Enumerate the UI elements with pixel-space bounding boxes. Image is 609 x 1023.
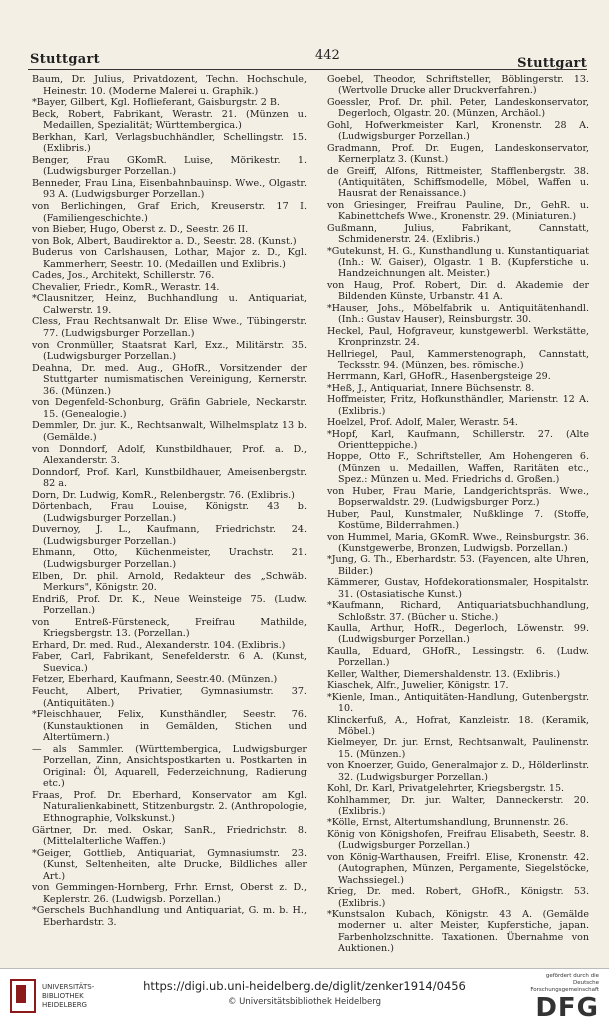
directory-entry: Gradmann, Prof. Dr. Eugen, Landeskonservator, Kernerplatz 3. (Kunst.) xyxy=(327,142,589,166)
directory-entry: von Haug, Prof. Robert, Dir. d. Akademie der Bildenden Künste, Urbanstr. 41 A. xyxy=(327,279,589,303)
directory-entry: Kaulla, Eduard, GHofR., Lessingstr. 6. (Ludw. Porzellan.) xyxy=(327,645,589,669)
directory-entry: von Berlichingen, Graf Erich, Kreuserstr. 17 I. (Familiengeschichte.) xyxy=(32,201,307,224)
directory-entry: Erhard, Dr. med. Rud., Alexanderstr. 104. (Exlibris.) xyxy=(32,639,286,651)
directory-entry: Goebel, Theodor, Schriftsteller, Böblingerstr. 13. (Wertvolle Drucke aller Druckverfahren.) xyxy=(327,74,589,97)
directory-entry: Kielmeyer, Dr. jur. Ernst, Rechtsanwalt, Paulinenstr. 15. (Münzen.) xyxy=(327,737,589,760)
directory-entry: Dörtenbach, Frau Louise, Königstr. 43 b. (Ludwigsburger Porzellan.) xyxy=(32,501,307,524)
directory-entry: Keller, Walther, Diemershaldenstr. 13. (Exlibris.) xyxy=(327,668,561,680)
directory-entry: Gußmann, Julius, Fabrikant, Cannstatt, Schmidenerstr. 24. (Exlibris.) xyxy=(327,222,589,246)
directory-entry: Cless, Frau Rechtsanwalt Dr. Elise Wwe., Tübingerstr. 77. (Ludwigsburger Porzellan.) xyxy=(32,316,307,340)
header-rule xyxy=(28,69,587,70)
directory-entry: Hoppe, Otto F., Schriftsteller, Am Hohengeren 6. (Münzen u. Medaillen, Waffen, Raritäten etc., Spez.: Münzen u. Med. Friedrichs d. Großen.) xyxy=(327,451,589,486)
directory-entry: Goessler, Prof. Dr. phil. Peter, Landeskonservator, Degerloch, Olgastr. 20. (Münzen, Archäol.) xyxy=(327,96,589,120)
directory-entry: von Knoerzer, Guido, Generalmajor z. D., Hölderlinstr. 32. (Ludwigsburger Porzellan.) xyxy=(327,760,589,783)
directory-entry: Hoffmeister, Fritz, Hofkunsthändler, Marienstr. 12 A. (Exlibris.) xyxy=(327,394,589,417)
directory-entry: Kohlhammer, Dr. jur. Walter, Danneckerstr. 20. (Exlibris.) xyxy=(327,794,589,817)
left-column xyxy=(32,74,307,928)
directory-entry: Kiaschek, Alfr., Juwelier, Königstr. 17. xyxy=(327,680,509,692)
directory-entry: *Gerschels Buchhandlung und Antiquariat, G. m. b. H., Eberhardstr. 3. xyxy=(32,905,307,928)
directory-entry: Duvernoy, J. L., Kaufmann, Friedrichstr. 24. (Ludwigsburger Porzellan.) xyxy=(32,524,307,547)
directory-entry: von Hummel, Maria, GKomR. Wwe., Reinsburgstr. 36. (Kunstgewerbe, Bronzen, Ludwigsb. Porzellan.) xyxy=(327,531,589,554)
directory-entry: von Degenfeld-Schonburg, Gräfin Gabriele, Neckarstr. 15. (Genealogie.) xyxy=(32,397,307,420)
directory-entry: Demmler, Dr. jur. K., Rechtsanwalt, Wilhelmsplatz 13 b. (Gemälde.) xyxy=(32,420,307,443)
directory-entry: von Donndorf, Adolf, Kunstbildhauer, Prof. a. D., Alexanderstr. 3. xyxy=(32,443,307,467)
directory-entry: Chevalier, Friedr., KomR., Werastr. 14. xyxy=(32,281,220,293)
directory-entry: *Kölle, Ernst, Altertumshandlung, Brunnenstr. 26. xyxy=(327,817,569,829)
directory-entry: de Greiff, Alfons, Rittmeister, Stafflenbergstr. 38. (Antiquitäten, Schiffsmodelle, Möbel, Waffen u. Hausrat der Renaissance.) xyxy=(327,165,589,200)
directory-entry: Benneder, Frau Lina, Eisenbahnbauinsp. Wwe., Olgastr. 93 A. (Ludwigsburger Porzellan.) xyxy=(32,177,307,201)
directory-entry: Benger, Frau GKomR. Luise, Mörikestr. 1. (Ludwigsburger Porzellan.) xyxy=(32,154,307,178)
directory-entry: *Kunstsalon Kubach, Königstr. 43 A. (Gemälde moderner u. alter Meister, Kupferstiche, japan. Farbenholzschnitte. Taxationen. Übernahme von Auktionen.) xyxy=(327,908,589,955)
right-column xyxy=(327,74,589,955)
directory-entry: — als Sammler. (Württembergica, Ludwigsburger Porzellan, Zinn, Ansichtspostkarten u. Postkarten in Original: Öl, Aquarell, Federzeichnung, Radierung etc.) xyxy=(32,743,307,790)
directory-entry: Faber, Carl, Fabrikant, Senefelderstr. 6 A. (Kunst, Suevica.) xyxy=(32,651,307,674)
directory-entry: Baum, Dr. Julius, Privatdozent, Techn. Hochschule, Heinestr. 10. (Moderne Malerei u. Graphik.) xyxy=(32,74,307,97)
directory-entry: *Geiger, Gottlieb, Antiquariat, Gymnasiumstr. 23. (Kunst, Seltenheiten, alte Drucke, Bildliches aller Art.) xyxy=(32,847,307,882)
directory-entry: Beck, Robert, Fabrikant, Werastr. 21. (Münzen u. Medaillen, Spezialität; Württembergica.) xyxy=(32,108,307,132)
dfg-logo[interactable] xyxy=(530,973,599,1022)
directory-entry: König von Königshofen, Freifrau Elisabeth, Seestr. 8. (Ludwigsburger Porzellan.) xyxy=(327,828,589,852)
directory-entry: Dorn, Dr. Ludwig, KomR., Relenbergstr. 76. (Exlibris.) xyxy=(32,489,295,501)
directory-entry: *Clausnitzer, Heinz, Buchhandlung u. Antiquariat, Calwerstr. 19. xyxy=(32,293,307,316)
directory-entry: *Hauser, Johs., Möbelfabrik u. Antiquitätenhandl. (Inh.: Gustav Hauser), Reinsburgstr. 30. xyxy=(327,302,589,326)
page-number: 442 xyxy=(315,48,340,63)
directory-entry: Kaulla, Arthur, HofR., Degerloch, Löwenstr. 99. (Ludwigsburger Porzellan.) xyxy=(327,623,589,646)
directory-entry: von Griesinger, Freifrau Pauline, Dr., GehR. u. Kabinettchefs Wwe., Kronenstr. 29. (Miniaturen.) xyxy=(327,199,589,223)
directory-entry: Deahna, Dr. med. Aug., GHofR., Vorsitzender der Stuttgarter numismatischen Vereinigung, Kernerstr. 36. (Münzen.) xyxy=(32,362,307,397)
funder-note-3: Forschungsgemeinschaft xyxy=(530,987,599,993)
funder-note-2: Deutsche xyxy=(572,980,599,986)
directory-entry: Huber, Paul, Kunstmaler, Nußklinge 7. (Stoffe, Kostüme, Bilderrahmen.) xyxy=(327,508,589,532)
directory-entry: Heckel, Paul, Hofgraveur, kunstgewerbl. Werkstätte, Kronprinzstr. 24. xyxy=(327,325,589,349)
directory-entry: *Gutekunst, H. G., Kunsthandlung u. Kunstantiquariat (Inh.: W. Gaiser), Olgastr. 1 B. (Kupferstiche u. Handzeichnungen alt. Meister.) xyxy=(327,245,589,280)
directory-entry: *Kaufmann, Richard, Antiquariatsbuchhandlung, Schloßstr. 37. (Bücher u. Stiche.) xyxy=(327,600,589,623)
directory-entry: Hellriegel, Paul, Kammerstenograph, Cannstatt, Tecksstr. 94. (Münzen, bes. römische.) xyxy=(327,348,589,371)
directory-entry: Kohl, Dr. Karl, Privatgelehrter, Kriegsbergstr. 15. xyxy=(327,783,565,795)
directory-entry: Berkhan, Karl, Verlagsbuchhändler, Schellingstr. 15. (Exlibris.) xyxy=(32,131,307,155)
directory-entry: von Bok, Albert, Baudirektor a. D., Seestr. 28. (Kunst.) xyxy=(32,235,297,247)
directory-entry: von Huber, Frau Marie, Landgerichtspräs. Wwe., Bopserwaldstr. 29. (Ludwigsburger Porz.) xyxy=(327,485,589,509)
directory-entry: von Bieber, Hugo, Oberst z. D., Seestr. 26 II. xyxy=(32,224,249,236)
running-header xyxy=(30,48,587,70)
directory-entry: Endriß, Prof. Dr. K., Neue Weinsteige 75. (Ludw. Porzellan.) xyxy=(32,593,307,617)
funder-note-1: gefördert durch die xyxy=(545,973,599,979)
dfg-wordmark: DFG xyxy=(535,993,599,1023)
directory-entry: Herrmann, Karl, GHofR., Hasenbergsteige 29. xyxy=(327,371,551,383)
directory-entry: *Bayer, Gilbert, Kgl. Hoflieferant, Gaisburgstr. 2 B. xyxy=(32,97,280,109)
header-left-title: Stuttgart xyxy=(30,52,100,67)
library-logo-text: UNIVERSITÄTS- BIBLIOTHEK HEIDELBERG xyxy=(42,982,95,1009)
directory-entry: von Cronmüller, Staatsrat Karl, Exz., Militärstr. 35. (Ludwigsburger Porzellan.) xyxy=(32,339,307,363)
directory-entry: Fraas, Prof. Dr. Eberhard, Konservator am Kgl. Naturalienkabinett, Stitzenburgstr. 2. (Anthropologie, Ethnographie, Volkskunst.) xyxy=(32,789,307,824)
directory-entry: *Heß, J., Antiquariat, Innere Büchsenstr. 8. xyxy=(327,382,535,394)
directory-entry: Klinckerfuß, A., Hofrat, Kanzleistr. 18. (Keramik, Möbel.) xyxy=(327,714,589,737)
directory-entry: Donndorf, Prof. Karl, Kunstbildhauer, Ameisenbergstr. 82 a. xyxy=(32,466,307,490)
directory-entry: Gärtner, Dr. med. Oskar, SanR., Friedrichstr. 8. (Mittelalterliche Waffen.) xyxy=(32,824,307,848)
directory-entry: Ehmann, Otto, Küchenmeister, Urachstr. 21. (Ludwigsburger Porzellan.) xyxy=(32,547,307,570)
directory-entry: Fetzer, Eberhard, Kaufmann, Seestr.40. (Münzen.) xyxy=(32,674,278,686)
directory-entry: *Jung, G. Th., Eberhardstr. 53. (Fayencen, alte Uhren, Bilder.) xyxy=(327,554,589,577)
directory-entry: Gohl, Hofwerkmeister Karl, Kronenstr. 28 A. (Ludwigsburger Porzellan.) xyxy=(327,119,589,143)
header-right-title: Stuttgart xyxy=(517,56,587,71)
directory-entry: *Fleischhauer, Felix, Kunsthändler, Seestr. 76. (Kunstauktionen in Gemälden, Stichen und Altertümern.) xyxy=(32,709,307,744)
viewer-footer xyxy=(0,968,609,1021)
directory-entry: Buderus von Carlshausen, Lothar, Major z. D., Kgl. Kammerherr, Seestr. 10. (Medaillen und Exlibris.) xyxy=(32,247,307,270)
copyright-notice: © Universitätsbibliothek Heidelberg xyxy=(227,997,381,1007)
directory-entry: Cades, Jos., Architekt, Schillerstr. 76. xyxy=(32,270,215,282)
permalink-url[interactable]: https://digi.ub.uni-heidelberg.de/diglit/zenker1914/0456 xyxy=(143,979,466,993)
directory-entry: von Gemmingen-Hornberg, Frhr. Ernst, Oberst z. D., Keplerstr. 26. (Ludwigsb. Porzellan.) xyxy=(32,882,307,905)
directory-entry: Hoelzel, Prof. Adolf, Maler, Werastr. 54. xyxy=(327,417,518,429)
directory-entry: Feucht, Albert, Privatier, Gymnasiumstr. 37. (Antiquitäten.) xyxy=(32,685,307,709)
directory-entry: Elben, Dr. phil. Arnold, Redakteur des „Schwäb. Merkurs", Königstr. 20. xyxy=(32,570,307,594)
directory-entry: von Entreß-Fürsteneck, Freifrau Mathilde, Kriegsbergstr. 13. (Porzellan.) xyxy=(32,616,307,640)
directory-entry: Kämmerer, Gustav, Hofdekorationsmaler, Hospitalstr. 31. (Ostasiatische Kunst.) xyxy=(327,577,589,600)
directory-entry: *Kienle, Iman., Antiquitäten-Handlung, Gutenbergstr. 10. xyxy=(327,691,589,715)
directory-entry: von König-Warthausen, Freifrl. Elise, Kronenstr. 42. (Autographen, Münzen, Pergamente, Siegelstöcke, Wachssiegel.) xyxy=(327,851,589,886)
directory-entry: *Hopf, Karl, Kaufmann, Schillerstr. 27. (Alte Orientteppiche.) xyxy=(327,428,589,451)
directory-entry: Krieg, Dr. med. Robert, GHofR., Königstr. 53. (Exlibris.) xyxy=(327,886,589,909)
